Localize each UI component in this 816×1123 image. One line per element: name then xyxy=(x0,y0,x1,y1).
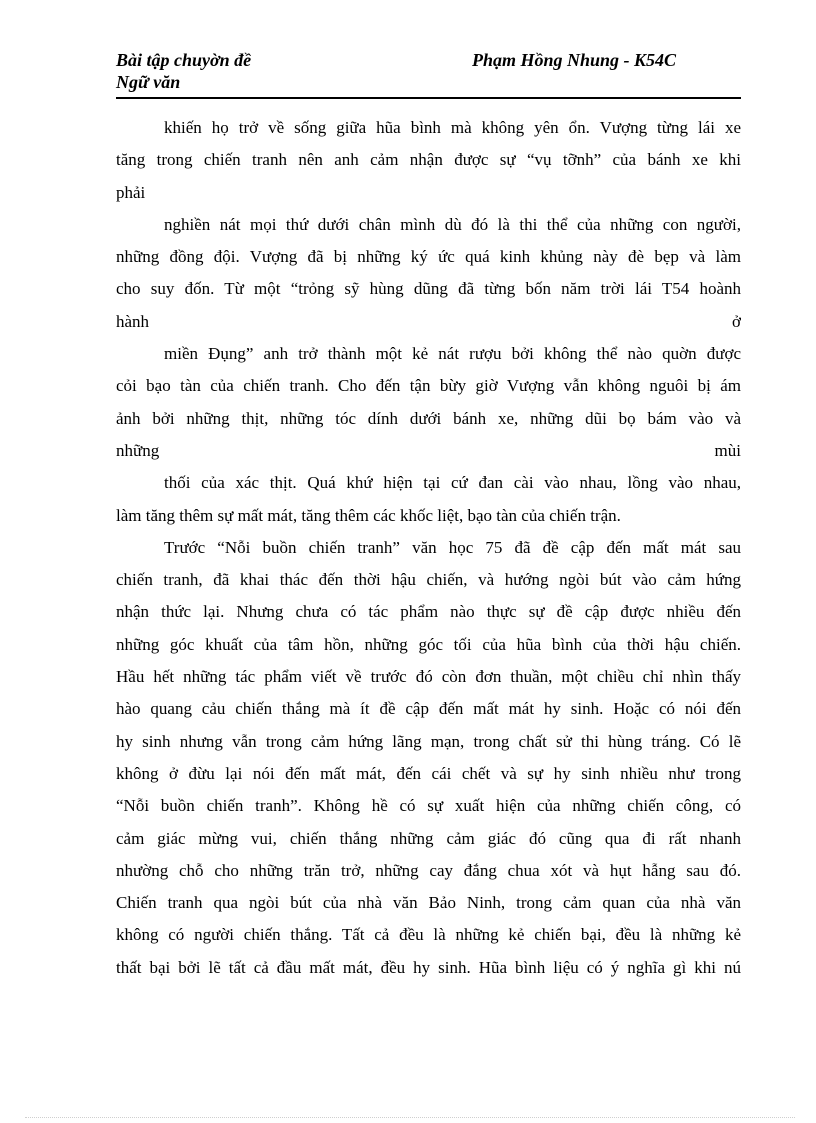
header-subject: Ngữ văn xyxy=(116,72,181,92)
text-line: không có người chiến thắng. Tất cả đều là những kẻ chiến bại, đều là những kẻ xyxy=(116,925,741,945)
text-line: chiến tranh, đã khai thác đến thời hậu chiến, và hướng ngòi bút vào cảm hứng xyxy=(116,570,741,590)
text-line: cảm giác mừng vui, chiến thắng những cảm giác đó cũng qua đi rất nhanh xyxy=(116,828,741,848)
text-line: ảnh bởi những thịt, những tóc dính dưới bánh xe, những dũi bọ bám vào và xyxy=(116,408,741,428)
text-line: những đồng đội. Vượng đã bị những ký ức quá kinh khủng này đè bẹp và làm xyxy=(116,247,741,267)
text-line: “Nỗi buồn chiến tranh”. Không hề có sự xuất hiện của những chiến công, có xyxy=(116,796,741,816)
page-header xyxy=(116,49,741,99)
header-left xyxy=(116,49,251,93)
text-line: thối của xác thịt. Quá khứ hiện tại cứ đan cài vào nhau, lồng vào nhau, xyxy=(164,473,741,493)
text-line: Trước “Nỗi buồn chiến tranh” văn học 75 đã đề cập đến mất mát sau xyxy=(164,537,741,557)
text-line: miền Đụng” anh trở thành một kẻ nát rượu bởi không thể nào quờn được xyxy=(164,344,741,364)
header-course-title: Bài tập chuyờn đề xyxy=(116,50,252,70)
text-line: hy sinh nhưng vẫn trong cảm hứng lãng mạn, trong chất sử thi hùng tráng. Có lẽ xyxy=(116,731,741,751)
text-line: khiến họ trở về sống giữa hũa bình mà không yên ổn. Vượng từng lái xe xyxy=(164,118,741,137)
document-body xyxy=(116,112,741,984)
footer-divider xyxy=(25,1117,795,1118)
text-line: làm tăng thêm sự mất mát, tăng thêm các khốc liệt, bạo tàn của chiến trận. xyxy=(116,505,621,525)
text-line: tăng trong chiến tranh nên anh cảm nhận được sự “vụ tỡnh” của bánh xe khi xyxy=(116,150,741,170)
text-line: Chiến tranh qua ngòi bút của nhà văn Bảo Ninh, trong cảm quan của nhà văn xyxy=(116,893,741,913)
text-line: thất bại bởi lẽ tất cả đầu mất mát, đều hy sinh. Hũa bình liệu có ý nghĩa gì khi nú xyxy=(116,957,741,977)
text-line: nhường chỗ cho những trăn trở, những cay đắng chua xót và hụt hẫng sau đó. xyxy=(116,860,741,880)
text-line: nghiền nát mọi thứ dưới chân mình dù đó là thi thể của những con người, xyxy=(164,214,741,234)
text-line: Hầu hết những tác phẩm viết về trước đó còn đơn thuần, một chiều chỉ nhìn thấy xyxy=(116,667,741,687)
header-author: Phạm Hồng Nhung - K54C xyxy=(472,50,677,70)
text-line: phải xyxy=(116,182,146,202)
text-line: không ở đừu lại nói đến mất mát, đến cái chết và sự hy sinh nhiều như trong xyxy=(116,763,741,783)
text-line: những mùi xyxy=(116,440,741,460)
text-line: hào quang cảu chiến thắng mà ít đề cập đến mất mát hy sinh. Hoặc có nói đến xyxy=(116,699,741,719)
text-line: hành ở xyxy=(116,311,741,331)
text-line: những góc khuất của tâm hồn, những góc tối của hũa bình của thời hậu chiến. xyxy=(116,634,741,654)
text-line: cỏi bạo tàn của chiến tranh. Cho đến tận bừy giờ Vượng vẫn không nguôi bị ám xyxy=(116,376,741,396)
text-line: nhận thức lại. Nhưng chưa có tác phẩm nào thực sự đề cập được nhiều đến xyxy=(116,602,741,622)
text-line: cho suy đốn. Từ một “trỏng sỹ hùng dũng đã từng bốn năm trời lái T54 hoành xyxy=(116,279,741,299)
